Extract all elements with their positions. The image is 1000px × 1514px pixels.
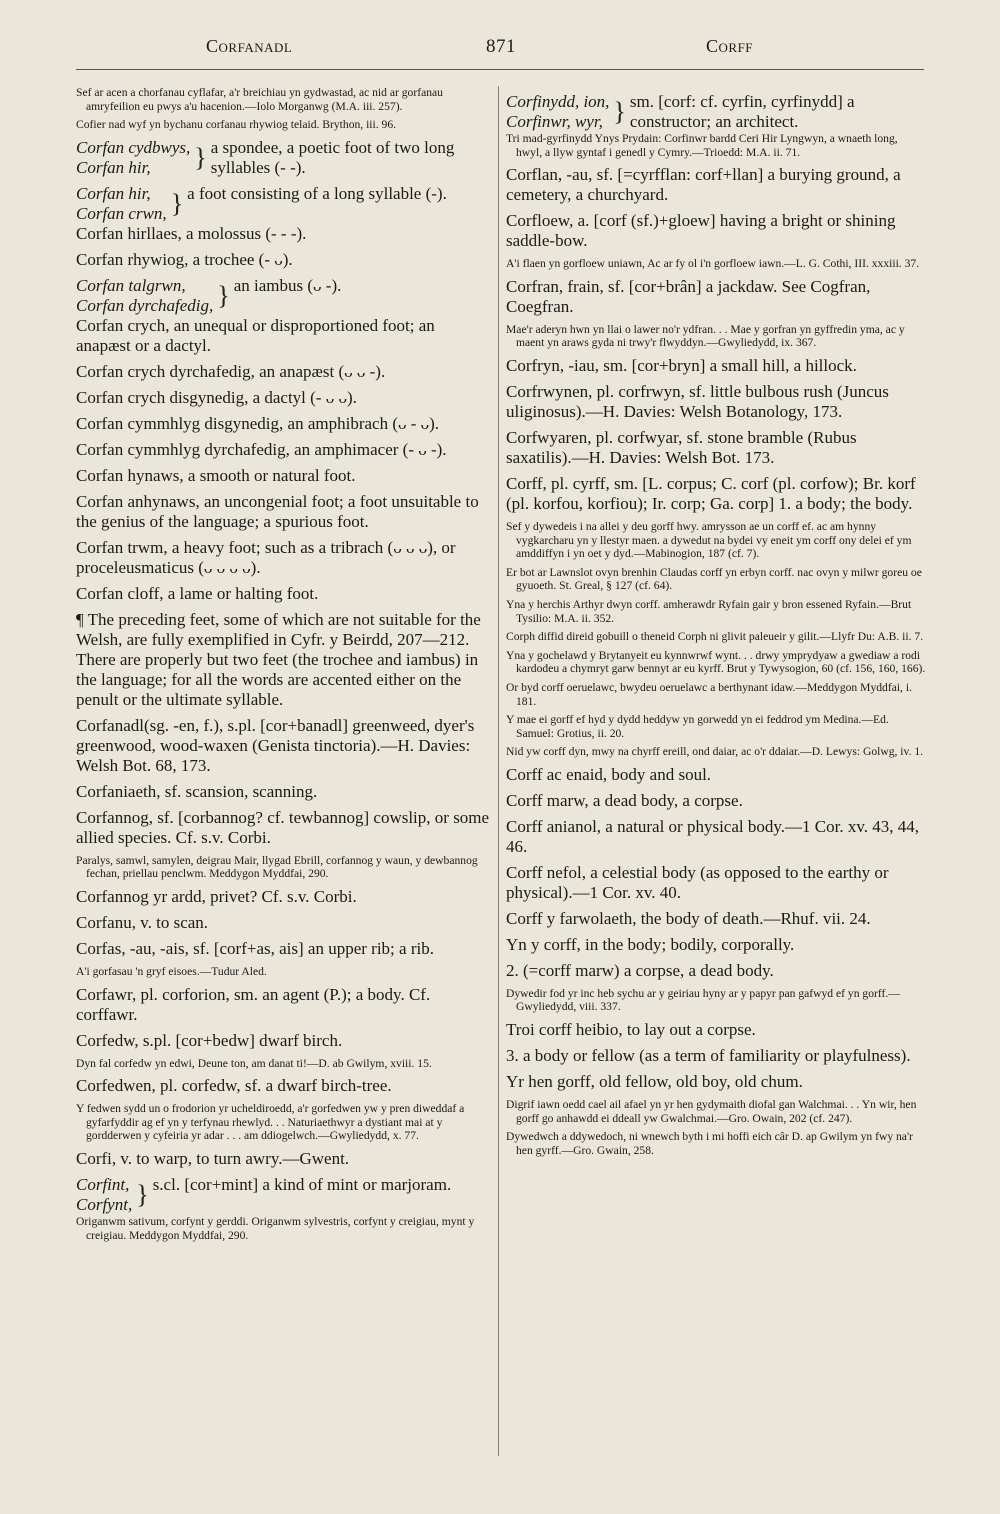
bracketed-entry xyxy=(76,276,491,316)
definition: s.cl. [cor+mint] a kind of mint or marjoram. xyxy=(152,1174,452,1194)
bracketed-entry xyxy=(506,92,926,132)
dictionary-entry: Corff ac enaid, body and soul. xyxy=(506,764,712,784)
citation: Nid yw corff dyn, mwy na chyrff ereill, ond daiar, ac o'r ddaiar.—D. Lewys: Golwg, iv. 1. xyxy=(506,745,924,759)
headword: Corfan crwn, xyxy=(76,203,167,223)
dictionary-entry: 3. a body or fellow (as a term of familiarity or playfulness). xyxy=(506,1046,911,1066)
citation: Yna y herchis Arthyr dwyn corff. amherawdr Ryfain gair y bron essened Ryfain.—Brut Tysilio: M.A. ii. 352. xyxy=(506,597,912,625)
running-head xyxy=(76,36,920,60)
dictionary-entry: Corfannog yr ardd, privet? Cf. s.v. Corbi. xyxy=(76,886,357,906)
citation: Yna y gochelawd y Brytanyeit eu kynnwrwf wynt. . . drwy ymprydyaw a gwediaw a rodi kardodeu a chymryt garw bennyt ar eu kyrff. Brut y Tywysogion, 60 (cf. 156, 160, 166). xyxy=(506,648,926,676)
headword: Corfinwr, wyr, xyxy=(506,112,603,131)
dictionary-entry: Corfan rhywiog, a trochee (- ᴗ). xyxy=(76,249,293,269)
headword: Corfan cydbwys, xyxy=(76,137,191,157)
citation: A'i gorfasau 'n gryf eisoes.—Tudur Aled. xyxy=(76,964,267,978)
bracketed-entry xyxy=(76,184,491,224)
dictionary-entry: 2. (=corff marw) a corpse, a dead body. xyxy=(506,960,774,980)
dictionary-entry: Corff marw, a dead body, a corpse. xyxy=(506,790,743,810)
citation: Tri mad-gyrfinydd Ynys Prydain: Corfinwr bardd Ceri Hir Lyngwyn, a wnaeth long, hwyl, a llyw gyntaf i genedl y Cymry.—Trioedd: M.A. ii. 71. xyxy=(506,132,898,159)
page-number: 871 xyxy=(486,36,516,57)
dictionary-entry: Corfas, -au, -ais, sf. [corf+as, ais] an upper rib; a rib. xyxy=(76,938,434,958)
dictionary-entry: Corfryn, -iau, sm. [cor+bryn] a small hill, a hillock. xyxy=(506,355,857,375)
citation: Corph diffid direid gobuill o theneid Corph ni glivit paleueir y gilit.—Llyfr Du: A.B. ii. 7. xyxy=(506,630,924,644)
citation: A'i flaen yn gorfloew uniawn, Ac ar fy ol i'n gorfloew iawn.—L. G. Cothi, III. xxxiii. 37. xyxy=(506,257,920,271)
citation: Cofier nad wyf yn bychanu corfanau rhywiog telaid. Brython, iii. 96. xyxy=(76,118,397,132)
brace-glyph: } xyxy=(194,142,207,172)
dictionary-entry: Corfannog, sf. [corbannog? cf. tewbannog] cowslip, or some allied species. Cf. s.v. Corbi. xyxy=(76,807,490,847)
dictionary-entry: Corfanadl(sg. -en, f.), s.pl. [cor+banadl] greenweed, dyer's greenwood, wood-waxen (Genista tinctoria).—H. Davies: Welsh Bot. 68, 173. xyxy=(76,715,475,775)
bracketed-entry xyxy=(76,1175,491,1215)
dictionary-entry: Corfan hynaws, a smooth or natural foot. xyxy=(76,465,356,485)
dictionary-entry: Corff, pl. cyrff, sm. [L. corpus; C. corf (pl. corfow); Br. korf (pl. korfou, korfiou); Ir. corp; Ga. corp] 1. a body; the body. xyxy=(506,473,916,513)
citation: Er bot ar Lawnslot ovyn brenhin Claudas corff yn erbyn corff. nac ovyn y milwr goreu oe gyuoeth. St. Greal, § 127 (cf. 64). xyxy=(506,565,922,593)
citation: Paralys, samwl, samylen, deigrau Mair, llygad Ebrill, corfannog y waun, y dewbannog fechan, priellau penclwm. Meddygon Myddfai, 290. xyxy=(76,853,478,881)
definition: a spondee, a poetic foot of two long syllables (- -). xyxy=(210,137,455,177)
dictionary-entry: Corfan crych disgynedig, a dactyl (- ᴗ ᴗ). xyxy=(76,387,357,407)
citation: Mae'r aderyn hwn yn llai o lawer no'r ydfran. . . Mae y gorfran yn gyffredin yma, ac y maent yn araws gyda ni trwy'r flwyddyn.—Gwyliedydd, ix. 367. xyxy=(506,322,905,350)
dictionary-entry: Yr hen gorff, old fellow, old boy, old chum. xyxy=(506,1072,803,1092)
dictionary-entry: Corfaniaeth, sf. scansion, scanning. xyxy=(76,781,318,801)
left-column xyxy=(76,86,491,1486)
dictionary-entry: Corflan, -au, sf. [=cyrfflan: corf+llan] a burying ground, a cemetery, a churchyard. xyxy=(506,165,901,205)
citation: Sef y dywedeis i na allei y deu gorff hwy. amrysson ae un corff ef. ac am hynny vygkarcharu yn y llestyr maen. a dywedut na bydei vy eneit ym corff ony delei ef ym amddiffyn i yn oet y dyd.—Mabinogion, 187 (cf. 7). xyxy=(506,519,912,561)
column-divider xyxy=(498,86,499,1456)
citation: Dyn fal corfedw yn edwi, Deune ton, am danat ti!—D. ab Gwilym, xviii. 15. xyxy=(76,1056,432,1070)
headword: Corfint, xyxy=(76,1174,130,1194)
citation: Sef ar acen a chorfanau cyflafar, a'r breichiau yn gydwastad, ac nid ar gorfanau amryfeilion eu pwys a'u hacenion.—Iolo Morganwg (M.A. iii. 257). xyxy=(76,86,443,113)
running-head-right: Corff xyxy=(706,36,754,56)
definition: an iambus (ᴗ -). xyxy=(233,275,342,295)
dictionary-entry: Corfan crych dyrchafedig, an anapæst (ᴗ ᴗ -). xyxy=(76,361,386,381)
brace-glyph: } xyxy=(136,1179,149,1209)
bracketed-entry xyxy=(76,138,491,178)
citation: Y fedwen sydd un o frodorion yr ucheldiroedd, a'r gorfedwen yw y pren diweddaf a gyfarfyddir ag ef yn y terfynau rhewlyd. . . Naturiaethwyr a dystiant mai at y gordderwen y cyfeiria yr adar . . . am ddiogelwch.—Gwyliedydd, x. 77. xyxy=(76,1102,465,1143)
headword: Corfan hir, xyxy=(76,157,151,177)
citation: Y mae ei gorff ef hyd y dydd heddyw yn gorwedd yn ei feddrod ym Medina.—Ed. Samuel: Grotius, ii. 20. xyxy=(506,713,889,740)
dictionary-entry: Corff anianol, a natural or physical body.—1 Cor. xv. 43, 44, 46. xyxy=(506,816,919,856)
dictionary-entry: Corff nefol, a celestial body (as opposed to the earthy or physical).—1 Cor. xv. 40. xyxy=(506,862,889,902)
dictionary-entry: Corfrwynen, pl. corfrwyn, sf. little bulbous rush (Juncus uliginosus).—H. Davies: Welsh Botanology, 173. xyxy=(506,381,889,421)
definition: a foot consisting of a long syllable (-). xyxy=(187,183,447,203)
citation: Digrif iawn oedd cael ail afael yn yr hen gydymaith diofal gan Walchmai. . . Yn wir, hen gorff go anhawdd ei ddeall yw Gwalchmai.—Gro. Owain, 202 (cf. 247). xyxy=(506,1098,917,1125)
dictionary-entry: Corfawr, pl. corforion, sm. an agent (P.); a body. Cf. corffawr. xyxy=(76,984,431,1024)
citation: Origanwm sativum, corfynt y gerddi. Origanwm sylvestris, corfynt y creigiau, mynt y creigiau. Meddygon Myddfai, 290. xyxy=(76,1214,475,1242)
dictionary-entry: Corfedwen, pl. corfedw, sf. a dwarf birch-tree. xyxy=(76,1076,392,1096)
dictionary-entry: Corfan crych, an unequal or disproportioned foot; an anapæst or a dactyl. xyxy=(76,315,435,355)
headword: Corfynt, xyxy=(76,1194,133,1214)
dictionary-entry: ¶ The preceding feet, some of which are not suitable for the Welsh, are fully exemplified in Cyfr. y Beirdd, 207—212. There are properly but two feet (the trochee and iambus) in the language; for all the words are accented either on the penult or the ultimate syllable. xyxy=(76,609,481,709)
brace-glyph: } xyxy=(170,188,184,218)
citation: Dywedir fod yr inc heb sychu ar y geiriau hyny ar y papyr pan gafwyd ef yn gorff.—Gwyliedydd, viii. 337. xyxy=(506,986,900,1014)
dictionary-entry: Corfedw, s.pl. [cor+bedw] dwarf birch. xyxy=(76,1030,343,1050)
definition: sm. [corf: cf. cyrfin, cyrfinydd] a constructor; an architect. xyxy=(629,92,855,131)
dictionary-entry: Corfloew, a. [corf (sf.)+gloew] having a bright or shining saddle-bow. xyxy=(506,211,896,251)
dictionary-entry: Corfan trwm, a heavy foot; such as a tribrach (ᴗ ᴗ ᴗ), or proceleusmaticus (ᴗ ᴗ ᴗ ᴗ). xyxy=(76,537,456,577)
dictionary-entry: Corfran, frain, sf. [cor+brân] a jackdaw. See Cogfran, Coegfran. xyxy=(506,276,871,316)
headword: Corfan dyrchafedig, xyxy=(76,295,214,315)
running-head-left: Corfanadl xyxy=(206,36,293,56)
brace-glyph: } xyxy=(613,97,626,126)
dictionary-entry: Troi corff heibio, to lay out a corpse. xyxy=(506,1020,756,1040)
dictionary-entry: Corfan hirllaes, a molossus (- - -). xyxy=(76,223,307,243)
headword: Corfinydd, ion, xyxy=(506,92,610,111)
headword: Corfan hir, xyxy=(76,183,151,203)
right-column xyxy=(506,86,926,1486)
dictionary-entry: Yn y corff, in the body; bodily, corporally. xyxy=(506,934,795,954)
dictionary-entry: Corff y farwolaeth, the body of death.—Rhuf. vii. 24. xyxy=(506,908,871,928)
dictionary-entry: Corfwyaren, pl. corfwyar, sf. stone bramble (Rubus saxatilis).—H. Davies: Welsh Bot. 173. xyxy=(506,427,857,467)
dictionary-entry: Corfi, v. to warp, to turn awry.—Gwent. xyxy=(76,1148,350,1168)
dictionary-entry: Corfan anhynaws, an uncongenial foot; a foot unsuitable to the genius of the language; a spurious foot. xyxy=(76,491,479,531)
dictionary-entry: Corfan cymmhlyg disgynedig, an amphibrach (ᴗ - ᴗ). xyxy=(76,413,440,433)
citation: Dywedwch a ddywedoch, ni wnewch byth i mi hoffi eich câr D. ap Gwilym yn fwy na'r hen gyrff.—Gro. Gwain, 258. xyxy=(506,1130,913,1157)
dictionary-entry: Corfan cloff, a lame or halting foot. xyxy=(76,583,319,603)
brace-glyph: } xyxy=(217,280,230,310)
header-rule xyxy=(76,69,924,70)
dictionary-entry: Corfan cymmhlyg dyrchafedig, an amphimacer (- ᴗ -). xyxy=(76,439,447,459)
headword: Corfan talgrwn, xyxy=(76,275,186,295)
dictionary-entry: Corfanu, v. to scan. xyxy=(76,912,209,932)
citation: Or byd corff oeruelawc, bwydeu oeruelawc a berthynant idaw.—Meddygon Myddfai, i. 181. xyxy=(506,680,912,708)
